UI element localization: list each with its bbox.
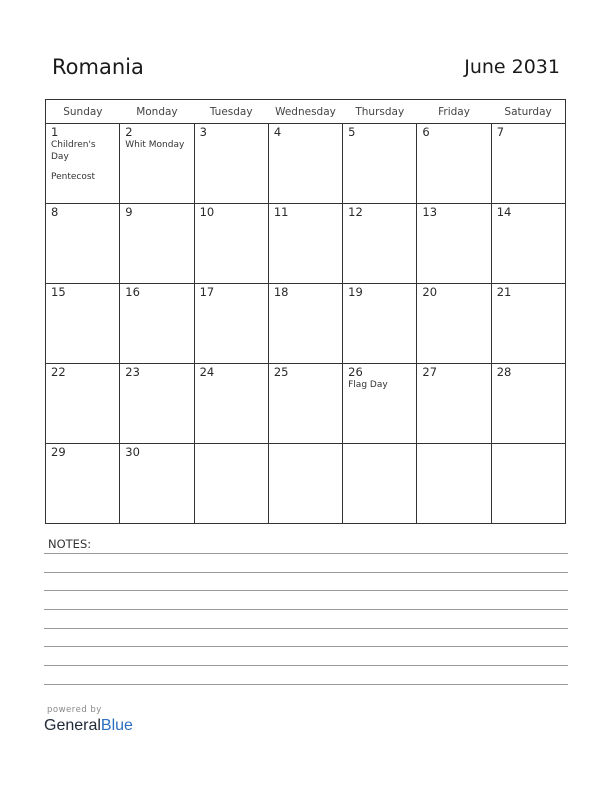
day-number: 9 bbox=[125, 205, 133, 219]
day-cell bbox=[491, 444, 565, 524]
day-cell bbox=[46, 204, 120, 284]
day-cell bbox=[268, 204, 342, 284]
note-line bbox=[44, 572, 568, 573]
day-number: 27 bbox=[422, 365, 438, 379]
day-number: 18 bbox=[273, 285, 289, 299]
day-cell bbox=[417, 284, 491, 364]
day-cell bbox=[194, 444, 268, 524]
day-cell bbox=[194, 124, 268, 204]
day-number: 8 bbox=[51, 205, 59, 219]
holiday-label: Whit Monday bbox=[125, 140, 185, 150]
day-number: 19 bbox=[348, 285, 363, 299]
note-line bbox=[44, 609, 568, 610]
day-cell bbox=[417, 364, 491, 444]
day-number: 22 bbox=[51, 365, 66, 379]
day-number: 29 bbox=[51, 445, 66, 459]
day-number: 16 bbox=[125, 285, 140, 299]
day-cell bbox=[46, 284, 120, 364]
day-number: 28 bbox=[496, 365, 512, 379]
day-cell bbox=[491, 124, 565, 204]
day-number: 20 bbox=[422, 285, 438, 299]
weekday-header: Tuesday bbox=[194, 100, 268, 124]
day-cell bbox=[343, 124, 417, 204]
day-cell bbox=[268, 364, 342, 444]
day-number: 17 bbox=[199, 285, 215, 299]
day-number: 6 bbox=[422, 125, 430, 139]
generalblue-logo[interactable] bbox=[44, 717, 133, 735]
day-cell bbox=[343, 204, 417, 284]
day-cell bbox=[46, 124, 120, 204]
day-cell bbox=[343, 444, 417, 524]
weekday-header-row bbox=[46, 100, 566, 124]
notes-label: NOTES: bbox=[48, 537, 92, 551]
note-line bbox=[44, 665, 568, 666]
month-year-title: June 2031 bbox=[464, 56, 560, 78]
day-cell bbox=[491, 204, 565, 284]
day-cell bbox=[120, 444, 194, 524]
day-number: 2 bbox=[125, 125, 133, 139]
weekday-header: Thursday bbox=[343, 100, 417, 124]
day-cell bbox=[417, 204, 491, 284]
day-cell bbox=[46, 364, 120, 444]
holiday-label: Pentecost bbox=[51, 172, 96, 182]
day-number: 1 bbox=[51, 125, 59, 139]
day-number: 25 bbox=[273, 365, 289, 379]
day-cell bbox=[343, 364, 417, 444]
day-cell bbox=[268, 444, 342, 524]
day-cell bbox=[120, 204, 194, 284]
brand-text-general: General bbox=[44, 717, 101, 734]
weekday-header: Sunday bbox=[46, 100, 120, 124]
holiday-label: Children's Day bbox=[51, 140, 96, 162]
week-row bbox=[46, 124, 566, 204]
day-cell bbox=[268, 124, 342, 204]
week-row bbox=[46, 364, 566, 444]
weekday-header: Saturday bbox=[491, 100, 565, 124]
week-row bbox=[46, 284, 566, 364]
day-number: 4 bbox=[273, 125, 282, 139]
day-number: 3 bbox=[199, 125, 207, 139]
day-number: 13 bbox=[422, 205, 438, 219]
weekday-header: Monday bbox=[120, 100, 194, 124]
day-cell bbox=[491, 364, 565, 444]
day-cell bbox=[417, 124, 491, 204]
note-line bbox=[44, 590, 568, 591]
day-cell bbox=[120, 124, 194, 204]
day-cell bbox=[268, 284, 342, 364]
day-number: 21 bbox=[496, 285, 512, 299]
week-row bbox=[46, 204, 566, 284]
day-cell bbox=[120, 284, 194, 364]
day-number: 12 bbox=[348, 205, 363, 219]
weekday-header: Friday bbox=[417, 100, 491, 124]
day-number: 10 bbox=[199, 205, 215, 219]
day-cell bbox=[46, 444, 120, 524]
day-cell bbox=[194, 364, 268, 444]
day-cell bbox=[343, 284, 417, 364]
note-line bbox=[44, 628, 568, 629]
day-number: 24 bbox=[199, 365, 215, 379]
note-line bbox=[44, 553, 568, 554]
day-number: 7 bbox=[496, 125, 505, 139]
week-row bbox=[46, 444, 566, 524]
day-number: 15 bbox=[51, 285, 66, 299]
day-cell bbox=[491, 284, 565, 364]
day-cell bbox=[417, 444, 491, 524]
day-number: 5 bbox=[348, 125, 356, 139]
brand-text-blue: Blue bbox=[100, 717, 133, 734]
day-number: 26 bbox=[348, 365, 363, 379]
day-number: 11 bbox=[273, 205, 289, 219]
day-cell bbox=[194, 204, 268, 284]
note-line bbox=[44, 684, 568, 685]
day-cell bbox=[194, 284, 268, 364]
day-number: 23 bbox=[125, 365, 140, 379]
calendar-grid bbox=[45, 99, 566, 524]
weekday-header: Wednesday bbox=[268, 100, 342, 124]
country-title: Romania bbox=[52, 55, 144, 79]
day-cell bbox=[120, 364, 194, 444]
note-line bbox=[44, 646, 568, 647]
holiday-label: Flag Day bbox=[348, 380, 388, 390]
day-number: 30 bbox=[125, 445, 140, 459]
powered-by-text: powered by bbox=[47, 705, 102, 715]
day-number: 14 bbox=[496, 205, 512, 219]
